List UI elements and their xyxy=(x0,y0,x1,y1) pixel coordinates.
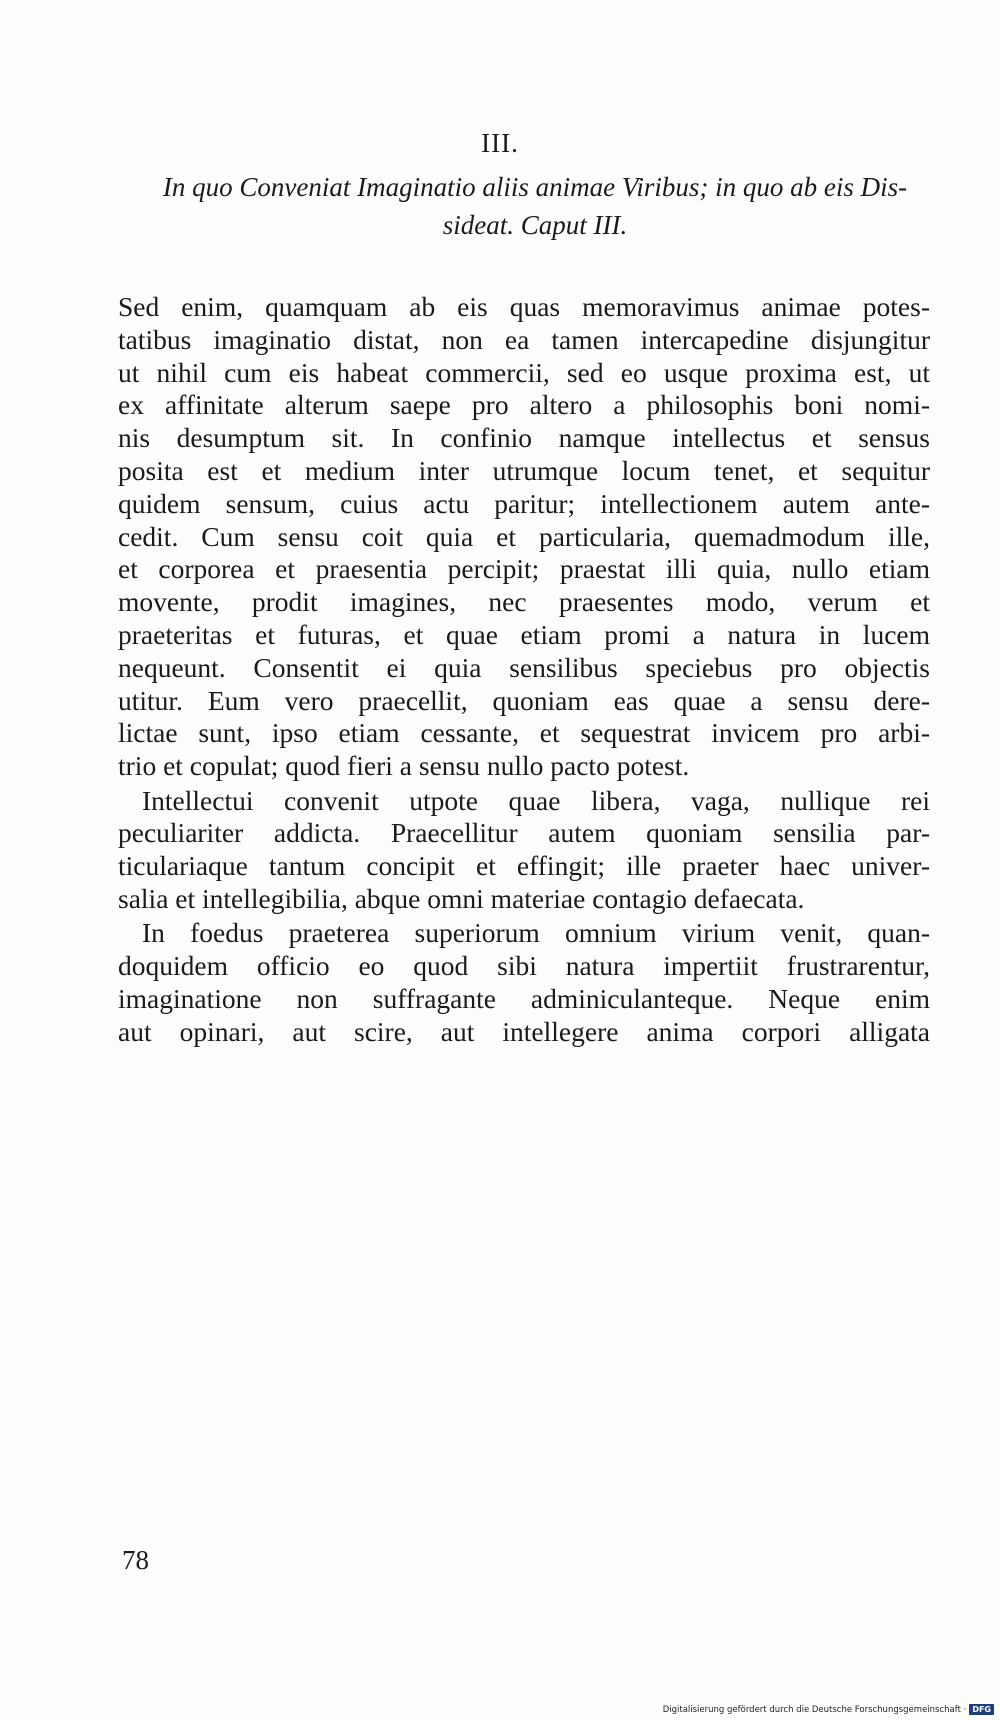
body-text xyxy=(118,291,930,1049)
chapter-title-line: sideat. Caput III. xyxy=(442,210,628,240)
digitization-footer xyxy=(663,1704,994,1715)
paragraph xyxy=(118,785,930,916)
footer-credit-text: Digitalisierung gefördert durch die Deutsche Forschungsgemeinschaft · xyxy=(662,1704,967,1715)
text-line: ticulariaque tantum concipit et effingit; ille praeter haec univer- xyxy=(118,850,930,882)
text-line: utitur. Eum vero praecellit, quoniam eas quae a sensu dere- xyxy=(118,684,930,716)
text-line: peculiariter addicta. Praecellitur autem quoniam sensilia par- xyxy=(118,817,930,849)
text-line: et corporea et praesentia percipit; praestat illi quia, nullo etiam xyxy=(118,553,930,585)
text-line: posita est et medium inter utrumque locum tenet, et sequitur xyxy=(118,454,930,486)
text-line: tatibus imaginatio distat, non ea tamen intercapedine disjungitur xyxy=(118,323,930,355)
text-line: trio et copulat; quod fieri a sensu nullo pacto potest. xyxy=(118,750,690,782)
chapter-title-line: In quo Conveniat Imaginatio aliis animae Viribus; in quo ab eis Dis- xyxy=(162,172,908,202)
text-line: In foedus praeterea superiorum omnium virium venit, quan- xyxy=(142,917,930,949)
text-line: ut nihil cum eis habeat commercii, sed eo usque proxima est, ut xyxy=(118,356,930,388)
text-line: lictae sunt, ipso etiam cessante, et sequestrat invicem pro arbi- xyxy=(118,717,930,749)
text-line: Sed enim, quamquam ab eis quas memoravimus animae potes- xyxy=(118,291,930,322)
paragraph xyxy=(118,291,930,783)
text-line: imaginatione non suffragante adminiculanteque. Neque enim xyxy=(118,982,930,1014)
text-line: aut opinari, aut scire, aut intellegere anima corpori alligata xyxy=(118,1015,930,1047)
dfg-logo-icon: DFG xyxy=(969,1704,994,1715)
text-line: praeteritas et futuras, et quae etiam promi a natura in lucem xyxy=(118,618,930,650)
chapter-title xyxy=(145,168,925,244)
paragraph xyxy=(118,917,930,1048)
text-line: salia et intellegibilia, abque omni materiae contagio defaecata. xyxy=(118,882,805,914)
text-line: ex affinitate alterum saepe pro altero a philosophis boni nomi- xyxy=(118,389,930,421)
text-line: doquidem officio eo quod sibi natura impertiit frustrarentur, xyxy=(118,950,930,982)
text-line: movente, prodit imagines, nec praesentes modo, verum et xyxy=(118,586,930,618)
text-line: nequeunt. Consentit ei quia sensilibus speciebus pro objectis xyxy=(118,651,930,683)
page-number: 78 xyxy=(122,1545,149,1575)
text-line: Intellectui convenit utpote quae libera, vaga, nullique rei xyxy=(142,784,930,816)
text-line: nis desumptum sit. In confinio namque intellectus et sensus xyxy=(118,422,930,454)
chapter-number: III. xyxy=(481,128,519,158)
text-line: quidem sensum, cuius actu paritur; intellectionem autem ante- xyxy=(118,487,930,519)
text-line: cedit. Cum sensu coit quia et particularia, quemadmodum ille, xyxy=(118,520,930,552)
